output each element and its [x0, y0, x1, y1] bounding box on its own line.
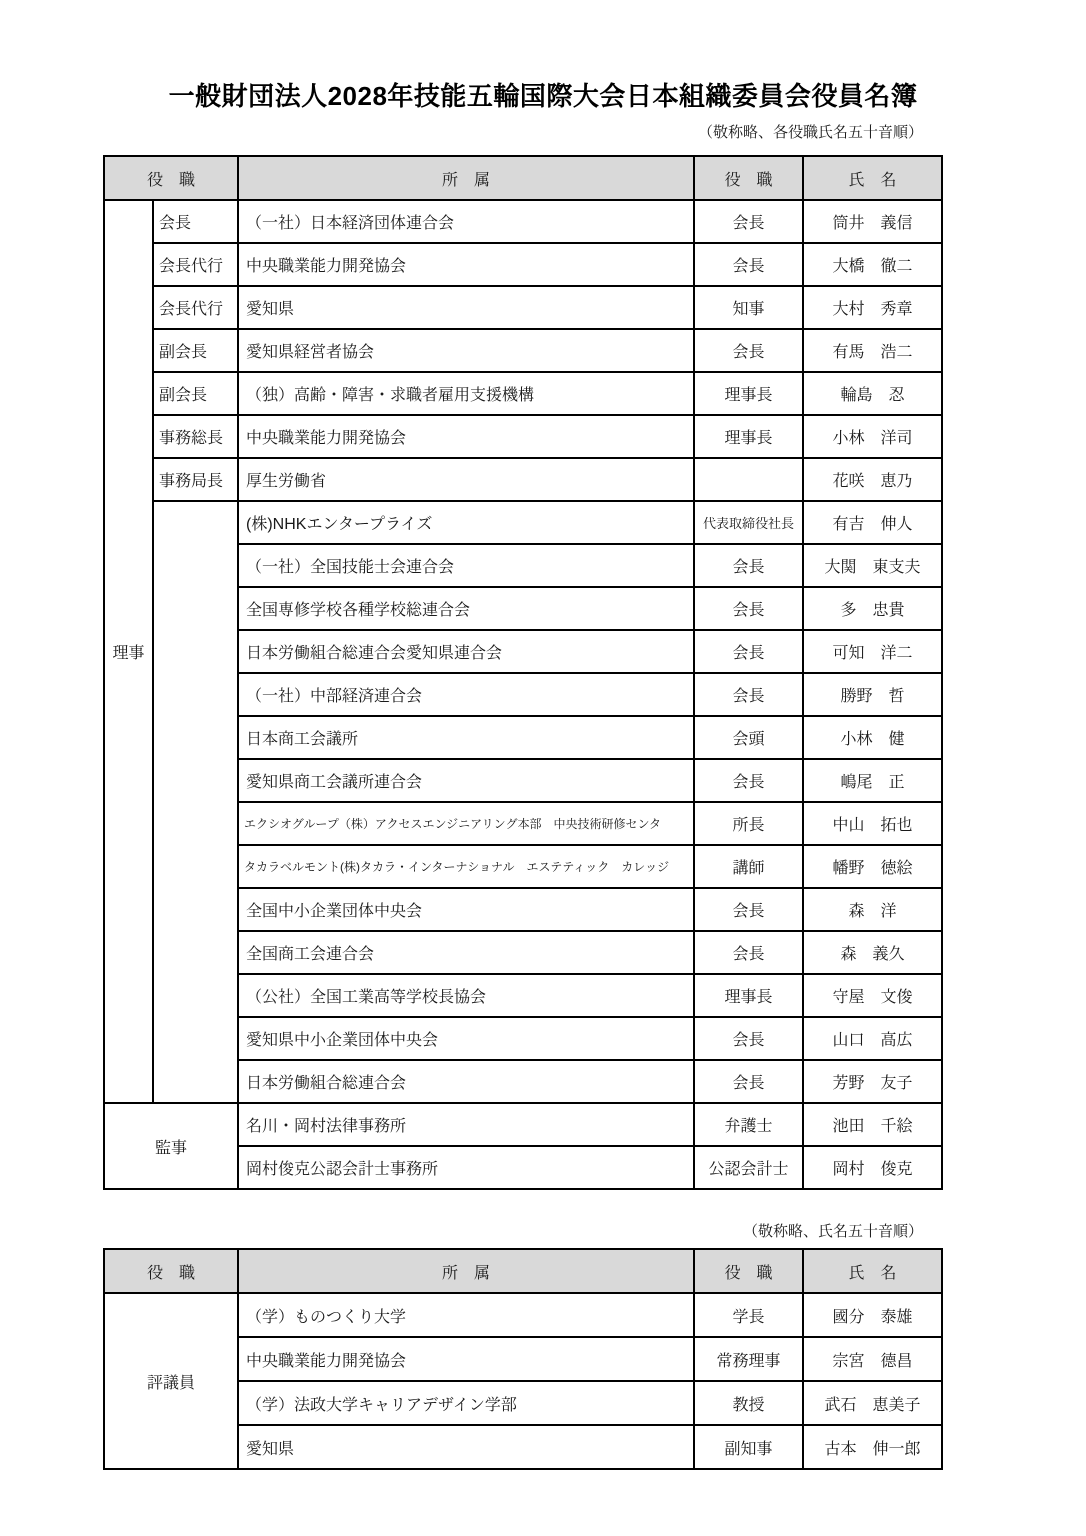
role-cell-empty — [153, 501, 238, 1103]
name-cell: 大橋 徹二 — [803, 243, 942, 286]
header-role-group: 役 職 — [104, 156, 238, 200]
name-cell: 嶋尾 正 — [803, 759, 942, 802]
role-cell: 副会長 — [153, 372, 238, 415]
header-position: 役 職 — [694, 1249, 803, 1293]
group-cell-councillors: 評議員 — [104, 1293, 238, 1469]
position-cell: 会長 — [694, 673, 803, 716]
affiliation-cell: 愛知県経営者協会 — [238, 329, 694, 372]
role-cell: 事務局長 — [153, 458, 238, 501]
position-cell: 会長 — [694, 630, 803, 673]
position-cell: 常務理事 — [694, 1337, 803, 1381]
position-cell: 会長 — [694, 587, 803, 630]
affiliation-cell: （公社）全国工業高等学校長協会 — [238, 974, 694, 1017]
table-row — [104, 243, 942, 286]
affiliation-cell: 日本労働組合総連合会愛知県連合会 — [238, 630, 694, 673]
affiliation-cell: （一社）日本経済団体連合会 — [238, 200, 694, 243]
name-cell: 宗宮 德昌 — [803, 1337, 942, 1381]
affiliation-cell: （一社）全国技能士会連合会 — [238, 544, 694, 587]
name-cell: 筒井 義信 — [803, 200, 942, 243]
name-cell: 武石 恵美子 — [803, 1381, 942, 1425]
councillors-table — [103, 1248, 943, 1470]
table-row — [104, 1103, 942, 1146]
header-name: 氏 名 — [803, 156, 942, 200]
page-title: 一般財団法人2028年技能五輪国際大会日本組織委員会役員名簿 — [168, 81, 918, 111]
name-cell: 輪島 忍 — [803, 372, 942, 415]
position-cell: 会長 — [694, 931, 803, 974]
position-cell: 会長 — [694, 1017, 803, 1060]
affiliation-cell: （学）法政大学キャリアデザイン学部 — [238, 1381, 694, 1425]
affiliation-cell: 愛知県 — [238, 1425, 694, 1469]
affiliation-cell: 全国専修学校各種学校総連合会 — [238, 587, 694, 630]
header-affiliation: 所 属 — [238, 156, 694, 200]
header-affiliation: 所 属 — [238, 1249, 694, 1293]
name-cell: 森 義久 — [803, 931, 942, 974]
position-cell — [694, 458, 803, 501]
affiliation-cell: 愛知県中小企業団体中央会 — [238, 1017, 694, 1060]
affiliation-cell: （一社）中部経済連合会 — [238, 673, 694, 716]
table-row — [104, 501, 942, 544]
role-cell: 副会長 — [153, 329, 238, 372]
affiliation-cell: 全国商工会連合会 — [238, 931, 694, 974]
affiliation-cell: （学）ものつくり大学 — [238, 1293, 694, 1337]
name-cell: 大村 秀章 — [803, 286, 942, 329]
name-cell: 可知 洋二 — [803, 630, 942, 673]
name-cell: 勝野 哲 — [803, 673, 942, 716]
name-cell: 山口 高広 — [803, 1017, 942, 1060]
name-cell: 守屋 文俊 — [803, 974, 942, 1017]
group-cell-auditors: 監事 — [104, 1103, 238, 1189]
position-cell: 理事長 — [694, 372, 803, 415]
name-cell: 芳野 友子 — [803, 1060, 942, 1103]
affiliation-cell: 日本商工会議所 — [238, 716, 694, 759]
position-cell: 代表取締役社長 — [694, 501, 803, 544]
affiliation-cell: 愛知県商工会議所連合会 — [238, 759, 694, 802]
position-cell: 弁護士 — [694, 1103, 803, 1146]
affiliation-cell: （独）高齢・障害・求職者雇用支援機構 — [238, 372, 694, 415]
affiliation-cell: (株)NHKエンタープライズ — [238, 501, 694, 544]
name-cell: 有馬 浩二 — [803, 329, 942, 372]
affiliation-cell: タカラベルモント(株)タカラ・インターナショナル エステティック カレッジ — [238, 845, 694, 888]
affiliation-cell: 全国中小企業団体中央会 — [238, 888, 694, 931]
name-cell: 小林 健 — [803, 716, 942, 759]
role-cell: 会長 — [153, 200, 238, 243]
position-cell: 会長 — [694, 759, 803, 802]
affiliation-cell: 愛知県 — [238, 286, 694, 329]
position-cell: 会長 — [694, 243, 803, 286]
role-cell: 事務総長 — [153, 415, 238, 458]
position-cell: 知事 — [694, 286, 803, 329]
position-cell: 会長 — [694, 329, 803, 372]
position-cell: 会長 — [694, 544, 803, 587]
position-cell: 会長 — [694, 1060, 803, 1103]
position-cell: 公認会計士 — [694, 1146, 803, 1189]
name-cell: 小林 洋司 — [803, 415, 942, 458]
officers-header-row — [104, 156, 942, 200]
affiliation-cell: 中央職業能力開発協会 — [238, 1337, 694, 1381]
officers-table — [103, 155, 943, 1190]
officers-table-note: （敬称略、各役職氏名五十音順） — [697, 124, 923, 141]
position-cell: 会頭 — [694, 716, 803, 759]
name-cell: 國分 泰雄 — [803, 1293, 942, 1337]
name-cell: 古本 伸一郎 — [803, 1425, 942, 1469]
table-row — [104, 458, 942, 501]
name-cell: 幡野 徳絵 — [803, 845, 942, 888]
role-cell: 会長代行 — [153, 286, 238, 329]
header-name: 氏 名 — [803, 1249, 942, 1293]
position-cell: 講師 — [694, 845, 803, 888]
header-role-group: 役 職 — [104, 1249, 238, 1293]
name-cell: 岡村 俊克 — [803, 1146, 942, 1189]
position-cell: 学長 — [694, 1293, 803, 1337]
header-position: 役 職 — [694, 156, 803, 200]
position-cell: 副知事 — [694, 1425, 803, 1469]
table-row — [104, 1293, 942, 1337]
position-cell: 所長 — [694, 802, 803, 845]
table-row — [104, 286, 942, 329]
affiliation-cell: エクシオグループ（株）アクセスエンジニアリング本部 中央技術研修センタ — [238, 802, 694, 845]
table-row — [104, 329, 942, 372]
role-cell: 会長代行 — [153, 243, 238, 286]
table-row — [104, 372, 942, 415]
affiliation-cell: 日本労働組合総連合会 — [238, 1060, 694, 1103]
affiliation-cell: 厚生労働省 — [238, 458, 694, 501]
name-cell: 池田 千絵 — [803, 1103, 942, 1146]
position-cell: 理事長 — [694, 415, 803, 458]
councillors-header-row — [104, 1249, 942, 1293]
name-cell: 森 洋 — [803, 888, 942, 931]
affiliation-cell: 名川・岡村法律事務所 — [238, 1103, 694, 1146]
position-cell: 会長 — [694, 888, 803, 931]
affiliation-cell: 岡村俊克公認会計士事務所 — [238, 1146, 694, 1189]
position-cell: 教授 — [694, 1381, 803, 1425]
name-cell: 花咲 恵乃 — [803, 458, 942, 501]
position-cell: 会長 — [694, 200, 803, 243]
table-row — [104, 200, 942, 243]
table-row — [104, 415, 942, 458]
group-cell-directors: 理事 — [104, 200, 153, 1103]
name-cell: 中山 拓也 — [803, 802, 942, 845]
affiliation-cell: 中央職業能力開発協会 — [238, 243, 694, 286]
name-cell: 有吉 伸人 — [803, 501, 942, 544]
name-cell: 大関 東支夫 — [803, 544, 942, 587]
position-cell: 理事長 — [694, 974, 803, 1017]
affiliation-cell: 中央職業能力開発協会 — [238, 415, 694, 458]
councillors-table-note: （敬称略、氏名五十音順） — [742, 1223, 923, 1240]
name-cell: 多 忠貴 — [803, 587, 942, 630]
